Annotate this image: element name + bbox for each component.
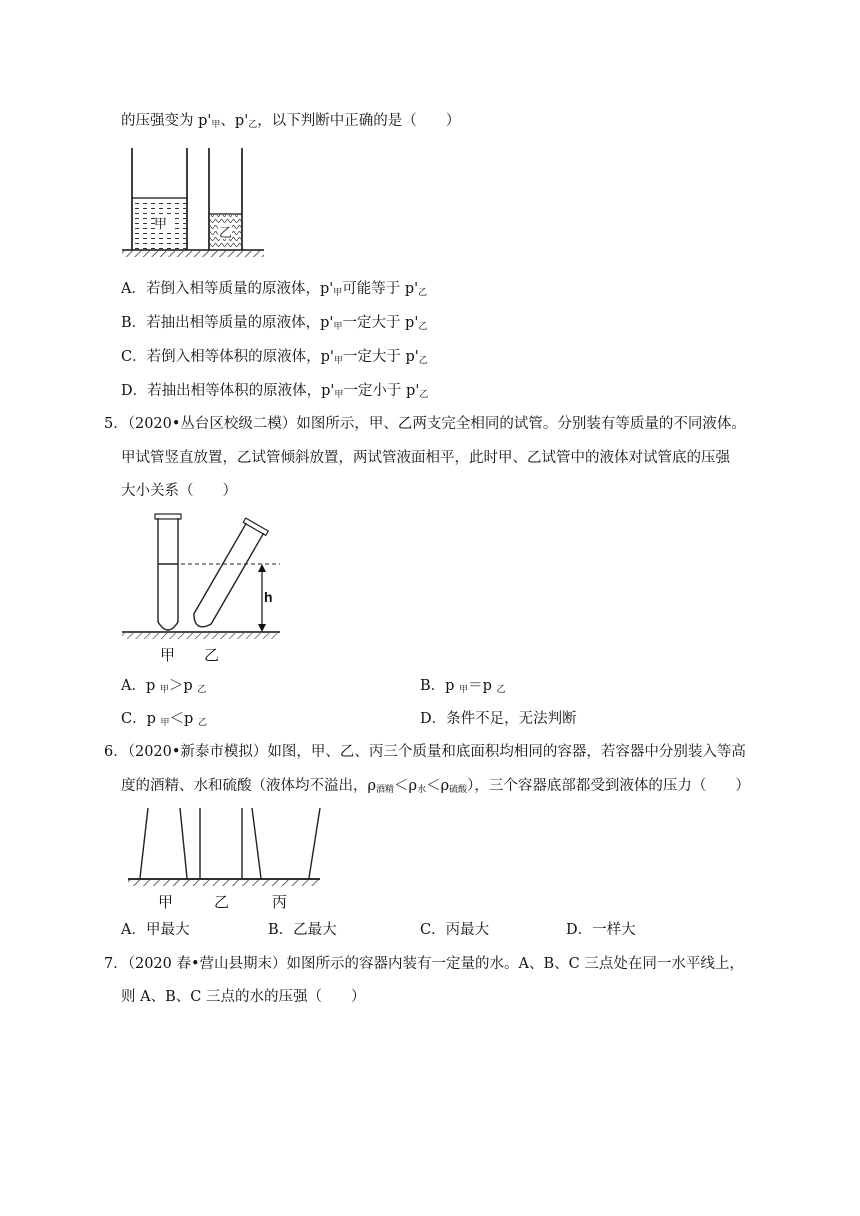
q6-option-b[interactable]: B．乙最大 (268, 922, 337, 938)
q7-stem-line1: 7．（2020 春•营山县期末）如图所示的容器内装有一定量的水。A、B、C 三点处在同一水平线上， (104, 956, 744, 972)
q5-option-d[interactable]: D．条件不足，无法判断 (420, 711, 577, 727)
q6-fig-label-bing: 丙 (272, 894, 288, 911)
q5-fig-label-yi: 乙 (204, 647, 220, 664)
q6-fig-label-yi: 乙 (214, 894, 230, 911)
q4-option-d[interactable]: D．若抽出相等体积的原液体，$p'_甲$一定小于 $p'_乙$ (121, 383, 429, 400)
q5-option-b[interactable]: B．p $_甲$＝p $_乙$ (420, 678, 506, 695)
q4-containers-figure (118, 146, 278, 258)
q4-option-b[interactable]: B．若抽出相等质量的原液体，$p'_甲$一定大于 $p'_乙$ (121, 315, 428, 332)
q6-option-d[interactable]: D．一样大 (566, 922, 636, 938)
q5-fig-label-jia: 甲 (160, 647, 176, 664)
q7-stem-line2: 则 A、B、C 三点的水的压强（ ） (121, 989, 366, 1005)
q5-stem-line2: 甲试管竖直放置，乙试管倾斜放置，两试管液面相平，此时甲、乙试管中的液体对试管底的压强 (121, 450, 730, 466)
q5-test-tubes-figure (120, 510, 286, 666)
q5-option-c[interactable]: C．p $_甲$＜p $_乙$ (121, 711, 207, 728)
q6-option-a[interactable]: A．甲最大 (121, 922, 190, 938)
q4-fig-label-jia: 甲 (154, 217, 168, 232)
q5-stem-line3: 大小关系（ ） (121, 483, 237, 499)
q4-option-a[interactable]: A．若倒入相等质量的原液体，$p'_甲$可能等于 $p'_乙$ (121, 281, 428, 298)
q5-option-a[interactable]: A．p $_甲$＞p $_乙$ (121, 678, 207, 695)
q6-stem-line1: 6．（2020•新泰市模拟）如图，甲、乙、丙三个质量和底面积均相同的容器，若容器中分别装入等高 (104, 744, 746, 760)
q4-stem: 的压强变为 $p'_甲$、$p'_乙$，以下判断中正确的是（ ） (121, 113, 461, 130)
q5-fig-h-label: h (264, 589, 273, 605)
q6-option-c[interactable]: C．丙最大 (420, 922, 490, 938)
q4-option-c[interactable]: C．若倒入相等体积的原液体，$p'_甲$一定大于 $p'_乙$ (121, 349, 428, 366)
q6-fig-label-jia: 甲 (158, 894, 174, 911)
q4-fig-label-yi: 乙 (219, 226, 233, 241)
q5-stem-line1: 5．（2020•丛台区校级二模）如图所示，甲、乙两支完全相同的试管。分别装有等质量的不同液体。 (104, 416, 746, 432)
q6-stem-line2: 度的酒精、水和硫酸（液体均不溢出，$\rho_{酒精}<\rho_水<\rho_{硫酸}$），三个容器底部都受到液体的压力（ ） (121, 778, 750, 795)
q6-three-containers-figure (124, 806, 324, 912)
